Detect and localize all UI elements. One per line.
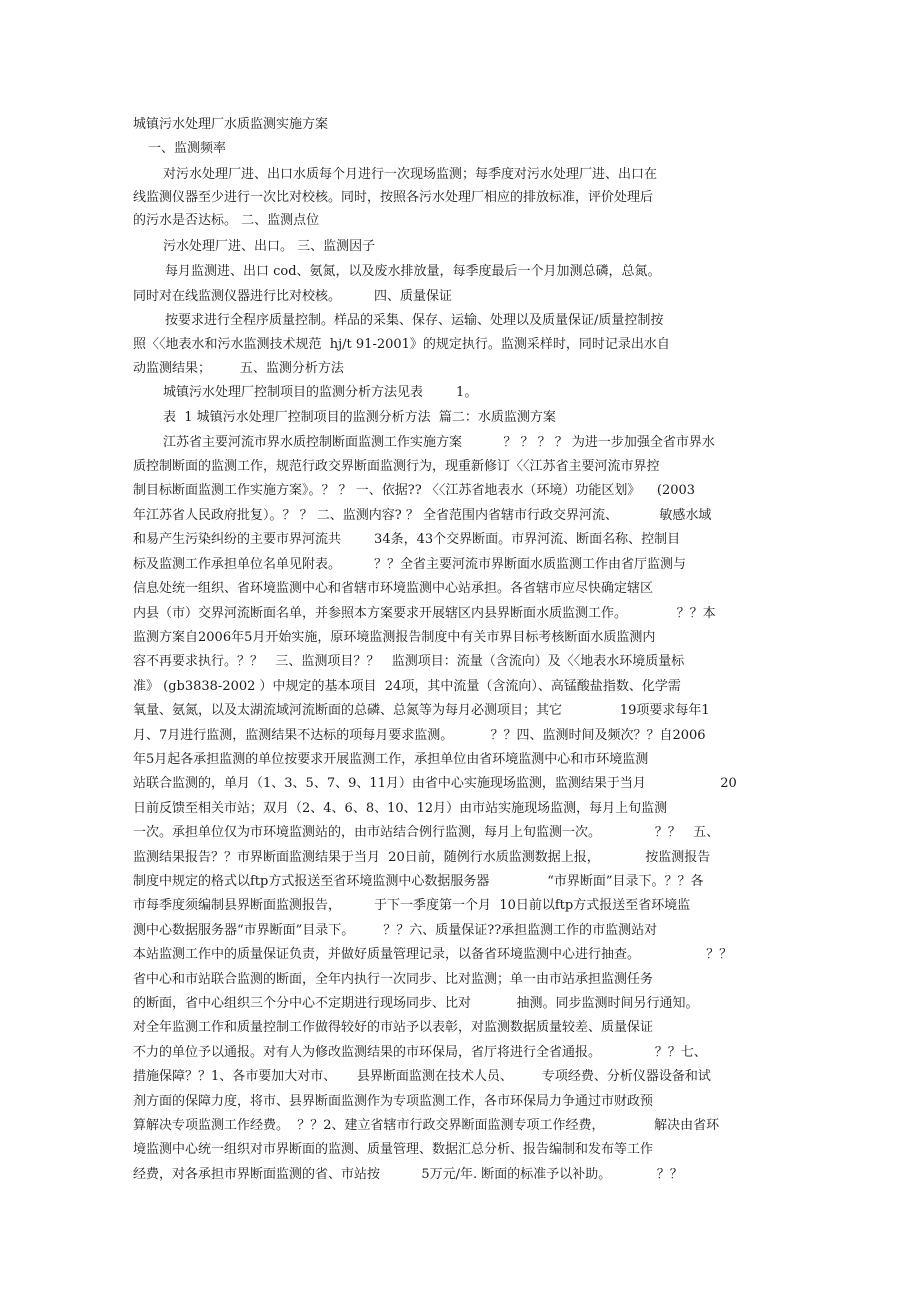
body-line: 省中心和市站联合监测的断面，全年内执行一次同步、比对监测；单一由市站承担监测任务 [133,972,654,987]
body-line: 算解决专项监测工作经费。 ？？2、建立省辖市行政交界断面监测专项工作经费， 解决由省环 [133,1118,720,1133]
body-line: 线监测仪器至少进行一次比对校核。同时，按照各污水处理厂相应的排放标准，评价处理后 [133,190,654,205]
body-line: 不力的单位予以通报。对有人为修改监测结果的市环保局，省厅将进行全省通报。 ？？七、 [133,1045,707,1060]
body-line: 内县（市）交界河流断面名单，并参照本方案要求开展辖区内县界断面水质监测工作。 ？？本 [133,606,716,621]
body-line: 制度中规定的格式以ftp方式报送至省环境监测中心数据服务器 “市界断面”目录下。？？各 [133,874,704,889]
body-line: 城镇污水处理厂控制项目的监测分析方法见表 1。 [163,385,478,400]
body-line: 准》 (gb3838-2002 ）中规定的基本项目 24项，其中流量（含流向）、高锰酸盐指数、化学需 [133,679,681,694]
body-line: 一次。承担单位仅为市环境监测站的，由市站结合例行监测，每月上旬监测一次。 ？？ 五、 [133,825,720,840]
body-line: 标及监测工作承担单位名单见附表。 ？？全省主要河流市界断面水质监测工作由省厅监测与 [133,557,687,572]
body-line: 措施保障？？1、各市要加大对市、 县界断面监测在技术人员、 专项经费、分析仪器设备和试 [133,1069,711,1084]
body-line: 日前反馈至相关市站；双月（2、4、6、8、10、12月）由市站实施现场监测，每月上旬监测 [133,801,668,816]
body-line: 境监测中心统一组织对市界断面的监测、质量管理、数据汇总分析、报告编制和发布等工作 [133,1142,654,1157]
body-line: 月、7月进行监测，监测结果不达标的项每月要求监测。 ？？四、监测时间及频次？？自2006 [133,728,706,743]
body-line: 表 1 城镇污水处理厂控制项目的监测分析方法 篇二：水质监测方案 [163,410,556,425]
body-line: 容不再要求执行。？？ 三、监测项目？？ 监测项目：流量（含流向）及〈〈地表水环境质量标 [133,654,685,669]
body-line: 污水处理厂进、出口。 三、监测因子 [163,239,376,254]
body-line: 年江苏省人民政府批复）。？ ？ 二、监测内容? ？ 全省范围内省辖市行政交界河流、 敏感水域 [133,508,712,523]
document-title: 城镇污水处理厂水质监测实施方案 [133,117,329,132]
body-line: 同时对在线监测仪器进行比对校核。 四、质量保证 [133,289,453,304]
body-line: 按要求进行全程序质量控制。样品的采集、保存、运输、处理以及质量保证/质量控制按 [165,313,664,328]
body-line: 氧量、氨氮，以及太湖流域河流断面的总磷、总氮等为每月必测项目；其它 19项要求每年1 [133,703,710,718]
body-line: 市每季度须编制县界断面监测报告， 于下一季度第一个月 10日前以ftp方式报送至省环境监 [133,898,691,913]
body-line: 测中心数据服务器“市界断面”目录下。 ？？六、质量保证??承担监测工作的市监测站对 [133,923,658,938]
body-line: 和易产生污染纠纷的主要市界河流共 34条，43个交界断面。市界河流、断面名称、控制目 [133,532,681,547]
body-line: 监测结果报告？？市界断面监测结果于当月 20日前，随例行水质监测数据上报， 按监测报告 [133,850,711,865]
body-line: 年5月起各承担监测的单位按要求开展监测工作，承担单位由省环境监测中心和市环境监测 [133,752,649,767]
body-line: 监测方案自2006年5月开始实施，原环境监测报告制度中有关市界目标考核断面水质监测内 [133,630,656,645]
body-line: 信息处统一组织、省环境监测中心和省辖市环境监测中心站承担。各省辖市应尽快确定辖区 [133,581,654,596]
body-line: 制目标断面监测工作实施方案》。？ ？ 一、依据?? 〈〈江苏省地表水（环境）功能区划》 (2003 [133,483,696,498]
body-line: 剂方面的保障力度，将市、县界断面监测作为专项监测工作，各市环保局力争通过市财政预 [133,1094,654,1109]
body-line: 对污水处理厂进、出口水质每个月进行一次现场监测；每季度对污水处理厂进、出口在 [163,167,658,182]
body-line: 对全年监测工作和质量控制工作做得较好的市站予以表彰，对监测数据质量较差、质量保证 [133,1020,654,1035]
body-line: 本站监测工作中的质量保证负责，并做好质量管理记录，以备省环境监测中心进行抽查。 ？？ [133,947,733,962]
body-line: 每月监测进、出口 cod、氨氮，以及废水排放量，每季度最后一个月加测总磷，总氮。 [165,264,661,279]
body-line: 江苏省主要河流市界水质控制断面监测工作实施方案 ？ ？ ？ ？ 为进一步加强全省市界水 [163,435,715,450]
body-line: 一、监测频率 [148,141,227,156]
body-line: 的污水是否达标。 二、监测点位 [133,213,320,228]
body-line: 经费，对各承担市界断面监测的省、市站按 5万元/年. 断面的标准予以补助。 ？？ [133,1167,683,1182]
body-line: 站联合监测的，单月（1、3、5、7、9、11月）由省中心实施现场监测，监测结果于当月 20 [133,776,737,791]
body-line: 的断面，省中心组织三个分中心不定期进行现场同步、比对 抽测。同步监测时间另行通知。 [133,996,699,1011]
body-line: 质控制断面的监测工作，规范行政交界断面监测行为，现重新修订〈〈江苏省主要河流市界控 [133,459,660,474]
body-line: 照〈〈地表水和污水监测技术规范 hj/t 91-2001》的规定执行。监测采样时，同时记录出水自 [133,337,670,352]
body-line: 动监测结果； 五、监测分析方法 [133,361,344,376]
